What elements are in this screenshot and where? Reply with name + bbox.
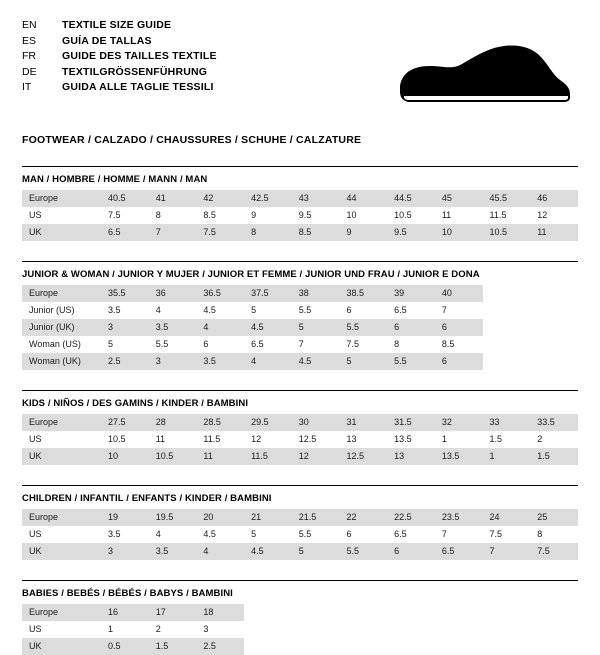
size-cell: 44: [339, 190, 387, 207]
size-cell: 44.5: [387, 190, 435, 207]
size-cell: [244, 604, 292, 621]
row-label: Woman (UK): [22, 353, 101, 370]
size-table-title: CHILDREN / INFANTIL / ENFANTS / KINDER / BAMBINI: [22, 493, 272, 504]
size-cell: [483, 353, 531, 370]
size-cell: 7.5: [339, 336, 387, 353]
row-label: Junior (US): [22, 302, 101, 319]
size-cell: 46: [530, 190, 578, 207]
size-cell: [530, 319, 578, 336]
language-code: DE: [22, 65, 37, 78]
table-row: [22, 448, 578, 465]
size-cell: 33: [483, 414, 531, 431]
size-cell: 3: [101, 543, 149, 560]
size-cell: 4: [149, 302, 197, 319]
size-cell: 4.5: [244, 543, 292, 560]
size-cell: [387, 621, 435, 638]
table-row: [22, 224, 578, 241]
size-cell: 3: [196, 621, 244, 638]
size-cell: 21.5: [292, 509, 340, 526]
language-row: [22, 49, 217, 65]
table-row: [22, 285, 578, 302]
size-cell: 6: [339, 526, 387, 543]
table-row: [22, 604, 578, 621]
size-cell: 12.5: [339, 448, 387, 465]
size-cell: [387, 638, 435, 655]
language-title: TEXTILGRÖSSENFÜHRUNG: [62, 65, 208, 78]
size-cell: 5: [339, 353, 387, 370]
size-cell: 12: [292, 448, 340, 465]
table-row: [22, 190, 578, 207]
size-cell: 1: [483, 448, 531, 465]
size-cell: 13: [387, 448, 435, 465]
size-cell: 12.5: [292, 431, 340, 448]
row-label: Europe: [22, 190, 101, 207]
size-cell: 28.5: [196, 414, 244, 431]
table-row: [22, 353, 578, 370]
size-cell: 3.5: [101, 302, 149, 319]
size-cell: 36.5: [196, 285, 244, 302]
size-cell: 25: [530, 509, 578, 526]
dress-shoe-icon: [392, 42, 572, 108]
size-cell: 5: [244, 526, 292, 543]
size-cell: 16: [101, 604, 149, 621]
row-label: Europe: [22, 509, 101, 526]
size-cell: [435, 604, 483, 621]
size-cell: [483, 604, 531, 621]
size-cell: [387, 604, 435, 621]
size-cell: 4.5: [196, 526, 244, 543]
row-label: US: [22, 207, 101, 224]
size-cell: 19.5: [149, 509, 197, 526]
size-cell: 4: [244, 353, 292, 370]
size-cell: [244, 621, 292, 638]
size-cell: 7: [292, 336, 340, 353]
language-code: EN: [22, 19, 37, 31]
size-cell: [483, 302, 531, 319]
size-cell: 10: [101, 448, 149, 465]
row-label: US: [22, 526, 101, 543]
table-row: [22, 414, 578, 431]
size-cell: 4: [196, 319, 244, 336]
size-cell: 6.5: [244, 336, 292, 353]
row-label: UK: [22, 224, 101, 241]
size-cell: 1.5: [149, 638, 197, 655]
size-cell: 7.5: [530, 543, 578, 560]
table-row: [22, 302, 578, 319]
size-cell: [483, 285, 531, 302]
row-label: Europe: [22, 604, 101, 621]
size-table-title: MAN / HOMBRE / HOMME / MANN / MAN: [22, 174, 208, 185]
table-row: [22, 526, 578, 543]
size-cell: 10: [435, 224, 483, 241]
size-cell: 31.5: [387, 414, 435, 431]
size-cell: 13.5: [435, 448, 483, 465]
size-cell: [292, 604, 340, 621]
size-cell: 41: [149, 190, 197, 207]
size-cell: 6: [387, 543, 435, 560]
size-cell: 11: [435, 207, 483, 224]
size-cell: 12: [530, 207, 578, 224]
size-table: [22, 604, 578, 655]
size-cell: 30: [292, 414, 340, 431]
size-cell: 12: [244, 431, 292, 448]
size-cell: 33.5: [530, 414, 578, 431]
size-cell: [483, 336, 531, 353]
size-cell: 6.5: [387, 526, 435, 543]
size-cell: [435, 638, 483, 655]
size-cell: 6.5: [101, 224, 149, 241]
language-title: GUIDA ALLE TAGLIE TESSILI: [62, 81, 214, 93]
size-cell: 6: [435, 319, 483, 336]
size-cell: 5.5: [387, 353, 435, 370]
size-cell: 29.5: [244, 414, 292, 431]
size-cell: 45: [435, 190, 483, 207]
language-row: [22, 34, 217, 50]
size-table-group: [22, 580, 578, 655]
size-table-group: [22, 390, 578, 465]
size-cell: 1: [435, 431, 483, 448]
size-cell: 37.5: [244, 285, 292, 302]
size-cell: 4: [196, 543, 244, 560]
size-cell: 35.5: [101, 285, 149, 302]
size-cell: 8: [530, 526, 578, 543]
size-cell: 20: [196, 509, 244, 526]
size-cell: 4.5: [292, 353, 340, 370]
size-cell: 3.5: [196, 353, 244, 370]
size-cell: 10.5: [483, 224, 531, 241]
size-cell: 40.5: [101, 190, 149, 207]
header: [22, 18, 578, 118]
page-title: FOOTWEAR / CALZADO / CHAUSSURES / SCHUHE / CALZATURE: [22, 134, 362, 146]
size-cell: 7: [435, 526, 483, 543]
size-cell: 6: [339, 302, 387, 319]
size-cell: 18: [196, 604, 244, 621]
size-cell: 4.5: [196, 302, 244, 319]
size-cell: 7: [435, 302, 483, 319]
size-cell: 5: [244, 302, 292, 319]
table-row: [22, 319, 578, 336]
size-cell: 13.5: [387, 431, 435, 448]
language-title: GUIDE DES TAILLES TEXTILE: [62, 50, 217, 62]
size-cell: 27.5: [101, 414, 149, 431]
row-label: US: [22, 621, 101, 638]
language-code: IT: [22, 81, 32, 93]
size-cell: 28: [149, 414, 197, 431]
size-cell: 38.5: [339, 285, 387, 302]
row-label: UK: [22, 638, 101, 655]
table-row: [22, 509, 578, 526]
size-cell: 5.5: [339, 319, 387, 336]
size-cell: 5: [292, 543, 340, 560]
size-cell: 10.5: [101, 431, 149, 448]
size-table: [22, 190, 578, 241]
size-cell: 2.5: [101, 353, 149, 370]
language-row: [22, 18, 217, 34]
size-cell: 43: [292, 190, 340, 207]
size-cell: 9.5: [387, 224, 435, 241]
language-row: [22, 65, 217, 81]
row-label: Woman (US): [22, 336, 101, 353]
row-label: Europe: [22, 285, 101, 302]
size-cell: 5.5: [292, 302, 340, 319]
size-cell: [530, 353, 578, 370]
table-row: [22, 431, 578, 448]
size-cell: 5.5: [292, 526, 340, 543]
size-cell: 6: [387, 319, 435, 336]
size-cell: 10.5: [149, 448, 197, 465]
size-cell: 9: [339, 224, 387, 241]
size-cell: 2: [530, 431, 578, 448]
size-cell: [292, 621, 340, 638]
size-cell: 6: [196, 336, 244, 353]
size-cell: 11: [530, 224, 578, 241]
table-row: [22, 638, 578, 655]
size-cell: 7.5: [483, 526, 531, 543]
size-cell: 3.5: [101, 526, 149, 543]
language-code: FR: [22, 50, 36, 62]
size-cell: 8.5: [196, 207, 244, 224]
language-row: [22, 80, 217, 96]
size-cell: 42.5: [244, 190, 292, 207]
size-cell: 17: [149, 604, 197, 621]
size-cell: [483, 638, 531, 655]
size-cell: 8: [149, 207, 197, 224]
size-cell: 7: [483, 543, 531, 560]
language-code: ES: [22, 34, 37, 47]
size-cell: [435, 621, 483, 638]
table-row: [22, 543, 578, 560]
size-cell: 45.5: [483, 190, 531, 207]
size-cell: 4.5: [244, 319, 292, 336]
size-cell: 5: [101, 336, 149, 353]
size-cell: [530, 285, 578, 302]
table-row: [22, 621, 578, 638]
size-cell: 23.5: [435, 509, 483, 526]
size-cell: 7.5: [101, 207, 149, 224]
size-cell: 38: [292, 285, 340, 302]
size-cell: 6: [435, 353, 483, 370]
size-cell: 9: [244, 207, 292, 224]
size-cell: 10.5: [387, 207, 435, 224]
row-label: US: [22, 431, 101, 448]
size-cell: 32: [435, 414, 483, 431]
row-label: Europe: [22, 414, 101, 431]
size-cell: [483, 319, 531, 336]
size-cell: 40: [435, 285, 483, 302]
size-table-title: JUNIOR & WOMAN / JUNIOR Y MUJER / JUNIOR ET FEMME / JUNIOR UND FRAU / JUNIOR E DONA: [22, 269, 480, 280]
size-cell: 4: [149, 526, 197, 543]
size-table-group: [22, 485, 578, 560]
size-cell: 42: [196, 190, 244, 207]
size-cell: 39: [387, 285, 435, 302]
size-cell: [530, 638, 578, 655]
size-cell: 3: [101, 319, 149, 336]
size-cell: 3.5: [149, 543, 197, 560]
size-cell: 21: [244, 509, 292, 526]
size-cell: 36: [149, 285, 197, 302]
size-cell: 11: [149, 431, 197, 448]
size-cell: [244, 638, 292, 655]
size-tables: [22, 166, 578, 655]
size-table-title: KIDS / NIÑOS / DES GAMINS / KINDER / BAMBINI: [22, 398, 249, 409]
size-cell: 2.5: [196, 638, 244, 655]
size-table-group: [22, 261, 578, 370]
size-cell: 19: [101, 509, 149, 526]
size-cell: 3.5: [149, 319, 197, 336]
size-cell: 6.5: [387, 302, 435, 319]
table-row: [22, 207, 578, 224]
size-cell: 1.5: [483, 431, 531, 448]
size-cell: [483, 621, 531, 638]
size-cell: [530, 621, 578, 638]
size-cell: 0.5: [101, 638, 149, 655]
size-cell: 3: [149, 353, 197, 370]
size-cell: 2: [149, 621, 197, 638]
row-label: Junior (UK): [22, 319, 101, 336]
size-cell: 5.5: [339, 543, 387, 560]
size-cell: 11.5: [196, 431, 244, 448]
size-cell: 1.5: [530, 448, 578, 465]
size-table-group: [22, 166, 578, 241]
size-cell: [339, 604, 387, 621]
size-cell: 31: [339, 414, 387, 431]
size-cell: 11.5: [483, 207, 531, 224]
size-cell: [530, 302, 578, 319]
size-table: [22, 509, 578, 560]
size-cell: 24: [483, 509, 531, 526]
size-cell: 11.5: [244, 448, 292, 465]
size-table: [22, 285, 578, 370]
size-cell: 22.5: [387, 509, 435, 526]
size-cell: 8.5: [292, 224, 340, 241]
table-row: [22, 336, 578, 353]
size-cell: [339, 621, 387, 638]
size-cell: 7.5: [196, 224, 244, 241]
language-title: GUÍA DE TALLAS: [62, 34, 152, 47]
size-cell: 11: [196, 448, 244, 465]
size-cell: 8.5: [435, 336, 483, 353]
size-cell: 8: [244, 224, 292, 241]
size-cell: 10: [339, 207, 387, 224]
size-cell: 7: [149, 224, 197, 241]
size-cell: [339, 638, 387, 655]
language-title-list: [22, 18, 217, 96]
size-cell: 9.5: [292, 207, 340, 224]
row-label: UK: [22, 448, 101, 465]
size-table: [22, 414, 578, 465]
size-table-title: BABIES / BEBÉS / BÉBÉS / BABYS / BAMBINI: [22, 588, 233, 599]
size-cell: 5.5: [149, 336, 197, 353]
size-cell: 1: [101, 621, 149, 638]
size-cell: 6.5: [435, 543, 483, 560]
size-cell: 13: [339, 431, 387, 448]
size-cell: 22: [339, 509, 387, 526]
size-cell: 5: [292, 319, 340, 336]
language-title: TEXTILE SIZE GUIDE: [62, 19, 172, 31]
size-cell: 8: [387, 336, 435, 353]
row-label: UK: [22, 543, 101, 560]
size-cell: [530, 336, 578, 353]
size-cell: [530, 604, 578, 621]
size-cell: [292, 638, 340, 655]
